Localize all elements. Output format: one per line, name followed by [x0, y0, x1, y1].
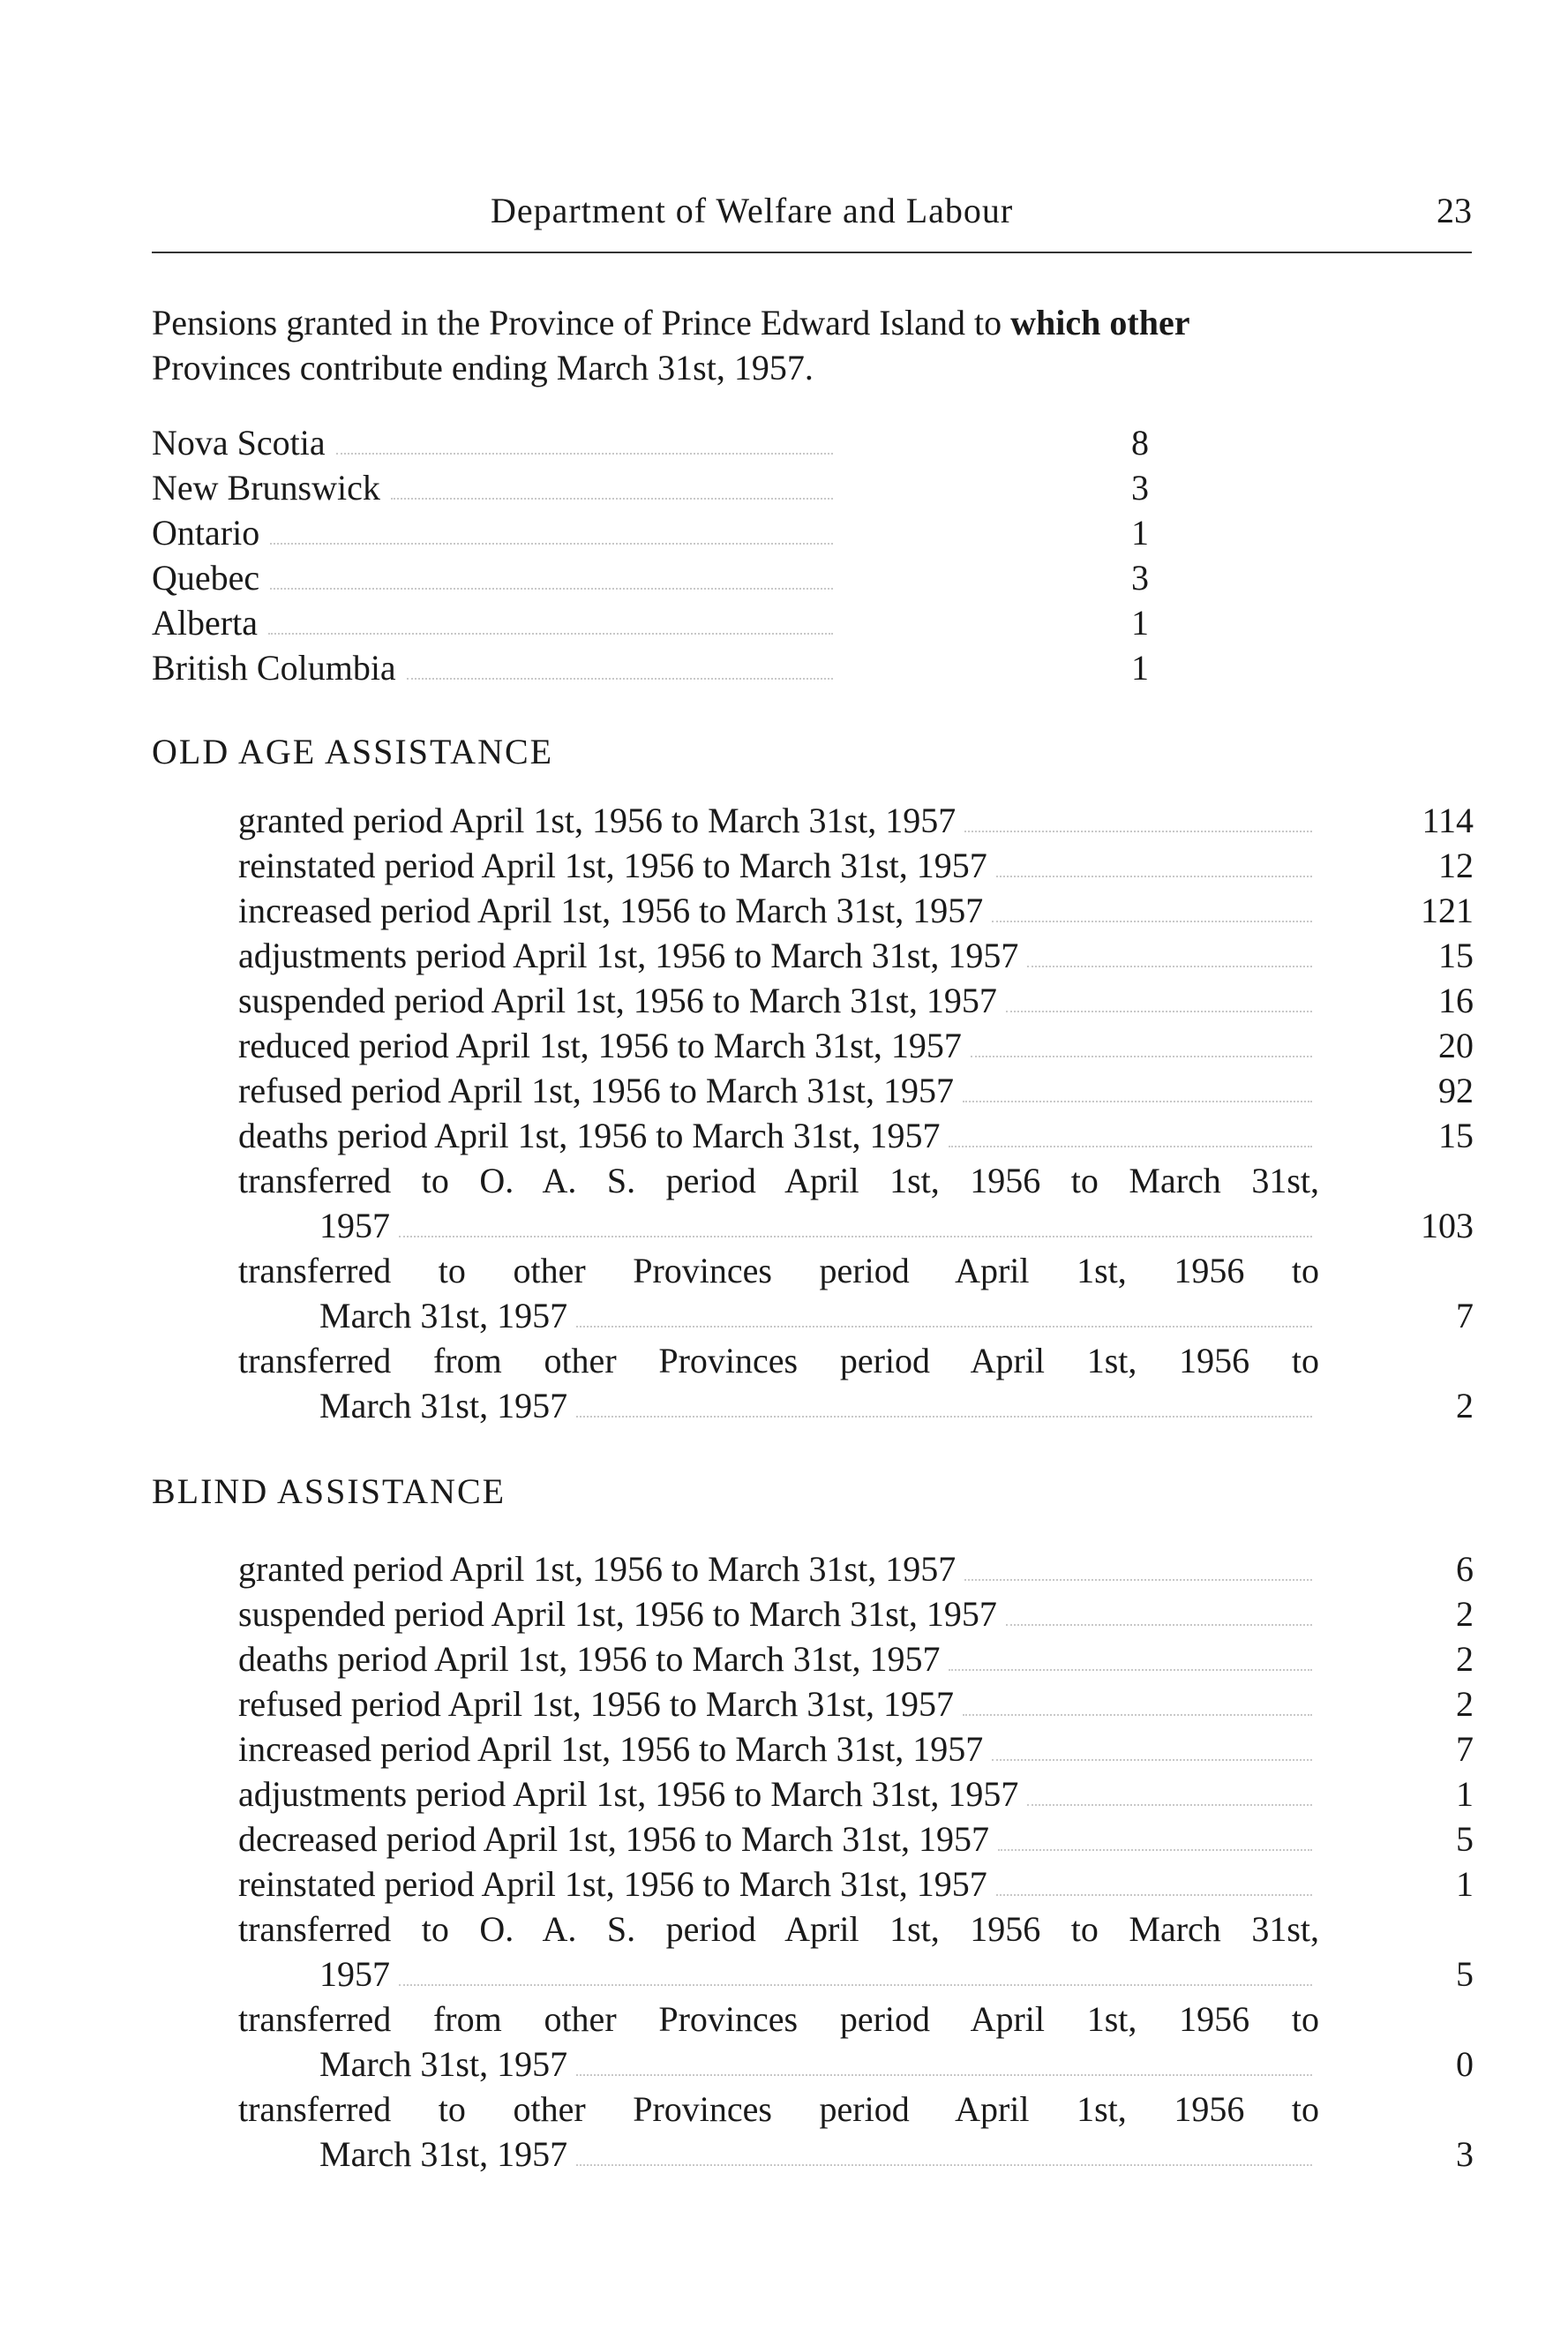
stat-value: 12	[1438, 846, 1474, 885]
stat-label: decreased period April 1st, 1956 to March 31st, 1957	[238, 1819, 989, 1859]
stat-line	[238, 978, 1319, 1023]
stat-label: increased period April 1st, 1956 to March 31st, 1957	[238, 891, 984, 930]
stat-value: 2	[1456, 1639, 1474, 1679]
stat-row	[238, 1771, 1474, 1816]
province-row	[152, 600, 1149, 645]
stat-row	[238, 798, 1474, 843]
stat-line	[238, 1681, 1319, 1726]
stat-row	[238, 1726, 1474, 1771]
stat-label-line-2-wrapper	[238, 1203, 1319, 1248]
stat-row	[238, 1338, 1474, 1428]
province-count: 8	[1131, 423, 1149, 463]
stat-row	[238, 1681, 1474, 1726]
dot-leader	[270, 543, 833, 545]
stat-row	[238, 1023, 1474, 1068]
stat-row	[238, 978, 1474, 1023]
stat-row	[238, 1113, 1474, 1158]
stat-value: 16	[1438, 981, 1474, 1020]
province-name: British Columbia	[152, 648, 396, 688]
dot-leader	[996, 876, 1312, 877]
stat-line	[238, 1546, 1319, 1591]
header-title: Department of Welfare and Labour	[491, 191, 1014, 230]
dot-leader	[1027, 966, 1312, 967]
stat-line	[238, 888, 1319, 933]
stat-line	[238, 1113, 1319, 1158]
dot-leader	[949, 1669, 1312, 1671]
stat-row	[238, 1816, 1474, 1861]
stat-label-line-1: transferred to O. A. S. period April 1st, 1956 to March 31st,	[238, 1161, 1319, 1200]
dot-leader	[576, 1326, 1312, 1327]
stat-label-line-2: March 31st, 1957	[319, 1386, 568, 1425]
stat-value: 2	[1456, 1594, 1474, 1634]
dot-leader	[963, 1714, 1312, 1716]
dot-leader	[964, 1579, 1312, 1581]
stat-value: 15	[1438, 1116, 1474, 1155]
province-row	[152, 420, 1149, 465]
dot-leader	[576, 2074, 1312, 2076]
stat-label-line-2: March 31st, 1957	[319, 2134, 568, 2174]
stat-row	[238, 1158, 1474, 1248]
stat-line	[238, 1771, 1319, 1816]
dot-leader	[964, 831, 1312, 832]
stat-label: reinstated period April 1st, 1956 to March 31st, 1957	[238, 1864, 987, 1904]
dot-leader	[399, 1984, 1312, 1986]
dot-leader	[971, 1056, 1312, 1057]
stat-label-line-1: transferred from other Provinces period April 1st, 1956 to	[238, 1999, 1319, 2039]
province-count: 3	[1131, 468, 1149, 508]
old-age-assistance-list	[238, 798, 1474, 1428]
stat-value: 2	[1456, 1684, 1474, 1724]
stat-value: 5	[1456, 1819, 1474, 1859]
stat-line	[238, 798, 1319, 843]
stat-value: 1	[1456, 1774, 1474, 1814]
stat-value: 6	[1456, 1549, 1474, 1589]
stat-row	[238, 1907, 1474, 1997]
stat-row	[238, 1248, 1474, 1338]
stat-label-line-2-wrapper	[238, 1383, 1319, 1428]
stat-line	[238, 1591, 1319, 1636]
dot-leader	[1027, 1804, 1312, 1806]
stat-value: 1	[1456, 1864, 1474, 1904]
stat-value: 121	[1421, 891, 1474, 930]
old-age-assistance-title: OLD AGE ASSISTANCE	[152, 732, 554, 771]
dot-leader	[576, 1416, 1312, 1418]
stat-value: 7	[1456, 1296, 1474, 1335]
province-name: Quebec	[152, 558, 260, 598]
dot-leader	[407, 678, 833, 680]
header-rule	[152, 252, 1472, 253]
stat-row	[238, 1591, 1474, 1636]
stat-label-line-1: transferred from other Provinces period April 1st, 1956 to	[238, 1341, 1319, 1380]
province-row	[152, 510, 1149, 555]
stat-label: deaths period April 1st, 1956 to March 31st, 1957	[238, 1116, 941, 1155]
dot-leader	[1006, 1011, 1312, 1012]
stat-row	[238, 1546, 1474, 1591]
stat-label-line-1: transferred to other Provinces period April 1st, 1956 to	[238, 1251, 1319, 1290]
stat-value: 2	[1456, 1386, 1474, 1425]
stat-label-line-2: March 31st, 1957	[319, 1296, 568, 1335]
stat-label: reduced period April 1st, 1956 to March 31st, 1957	[238, 1026, 962, 1065]
stat-value: 114	[1422, 801, 1474, 840]
stat-label: deaths period April 1st, 1956 to March 31st, 1957	[238, 1639, 941, 1679]
dot-leader	[992, 921, 1312, 922]
stat-row	[238, 843, 1474, 888]
stat-label-line-1: transferred to other Provinces period April 1st, 1956 to	[238, 2089, 1319, 2129]
province-row	[152, 645, 1149, 690]
province-row	[152, 555, 1149, 600]
dot-leader	[336, 453, 833, 455]
stat-label: suspended period April 1st, 1956 to March 31st, 1957	[238, 1594, 997, 1634]
stat-line	[238, 1861, 1319, 1907]
intro-line-1-regular: Pensions granted in the Province of Prince Edward Island to	[152, 303, 1011, 342]
stat-label: refused period April 1st, 1956 to March 31st, 1957	[238, 1684, 954, 1724]
stat-label: refused period April 1st, 1956 to March 31st, 1957	[238, 1071, 954, 1110]
stat-value: 103	[1421, 1206, 1474, 1245]
province-name: Ontario	[152, 513, 260, 553]
stat-label: adjustments period April 1st, 1956 to March 31st, 1957	[238, 1774, 1019, 1814]
dot-leader	[268, 633, 833, 635]
stat-label-line-2-wrapper	[238, 1293, 1319, 1338]
stat-line	[238, 1726, 1319, 1771]
dot-leader	[1006, 1624, 1312, 1626]
page-number: 23	[1437, 191, 1472, 230]
intro-line-1-bold: which other	[1010, 303, 1190, 342]
province-count: 1	[1131, 513, 1149, 553]
stat-value: 92	[1438, 1071, 1474, 1110]
province-count: 3	[1131, 558, 1149, 598]
stat-label: granted period April 1st, 1956 to March 31st, 1957	[238, 801, 957, 840]
province-name: Alberta	[152, 603, 258, 643]
stat-label-line-2: 1957	[319, 1206, 390, 1245]
dot-leader	[996, 1894, 1312, 1896]
stat-label-line-2: March 31st, 1957	[319, 2044, 568, 2084]
stat-label-line-2-wrapper	[238, 2042, 1319, 2087]
province-row	[152, 465, 1149, 510]
stat-line	[238, 1636, 1319, 1681]
blind-assistance-list	[238, 1546, 1474, 2177]
stat-value: 15	[1438, 936, 1474, 975]
blind-assistance-title: BLIND ASSISTANCE	[152, 1471, 506, 1511]
stat-label: reinstated period April 1st, 1956 to March 31st, 1957	[238, 846, 987, 885]
dot-leader	[576, 2164, 1312, 2166]
stat-label: increased period April 1st, 1956 to March 31st, 1957	[238, 1729, 984, 1769]
stat-label: granted period April 1st, 1956 to March 31st, 1957	[238, 1549, 957, 1589]
stat-row	[238, 1636, 1474, 1681]
dot-leader	[963, 1101, 1312, 1102]
stat-row	[238, 1068, 1474, 1113]
intro-line-2: Provinces contribute ending March 31st, 1957.	[152, 348, 814, 387]
stat-line	[238, 1068, 1319, 1113]
province-count: 1	[1131, 648, 1149, 688]
stat-line	[238, 843, 1319, 888]
dot-leader	[270, 588, 833, 590]
stat-label: suspended period April 1st, 1956 to March 31st, 1957	[238, 981, 997, 1020]
stat-value: 20	[1438, 1026, 1474, 1065]
stat-value: 7	[1456, 1729, 1474, 1769]
dot-leader	[998, 1849, 1312, 1851]
stat-row	[238, 888, 1474, 933]
dot-leader	[399, 1236, 1312, 1237]
stat-value: 5	[1456, 1954, 1474, 1994]
dot-leader	[992, 1759, 1312, 1761]
province-count: 1	[1131, 603, 1149, 643]
stat-label-line-2-wrapper	[238, 1952, 1319, 1997]
stat-label-line-2-wrapper	[238, 2132, 1319, 2177]
dot-leader	[949, 1146, 1312, 1147]
stat-line	[238, 1023, 1319, 1068]
intro-line-1	[152, 300, 1475, 345]
stat-label-line-1: transferred to O. A. S. period April 1st, 1956 to March 31st,	[238, 1909, 1319, 1949]
intro-paragraph	[152, 300, 1475, 390]
stat-row	[238, 1997, 1474, 2087]
page-header	[152, 190, 1472, 243]
province-list	[152, 420, 1149, 690]
stat-label-line-2: 1957	[319, 1954, 390, 1994]
stat-line	[238, 933, 1319, 978]
stat-value: 0	[1456, 2044, 1474, 2084]
stat-row	[238, 2087, 1474, 2177]
stat-row	[238, 1861, 1474, 1907]
stat-value: 3	[1456, 2134, 1474, 2174]
stat-label: adjustments period April 1st, 1956 to March 31st, 1957	[238, 936, 1019, 975]
stat-row	[238, 933, 1474, 978]
province-name: Nova Scotia	[152, 423, 326, 463]
dot-leader	[391, 498, 833, 500]
stat-line	[238, 1816, 1319, 1861]
province-name: New Brunswick	[152, 468, 380, 508]
